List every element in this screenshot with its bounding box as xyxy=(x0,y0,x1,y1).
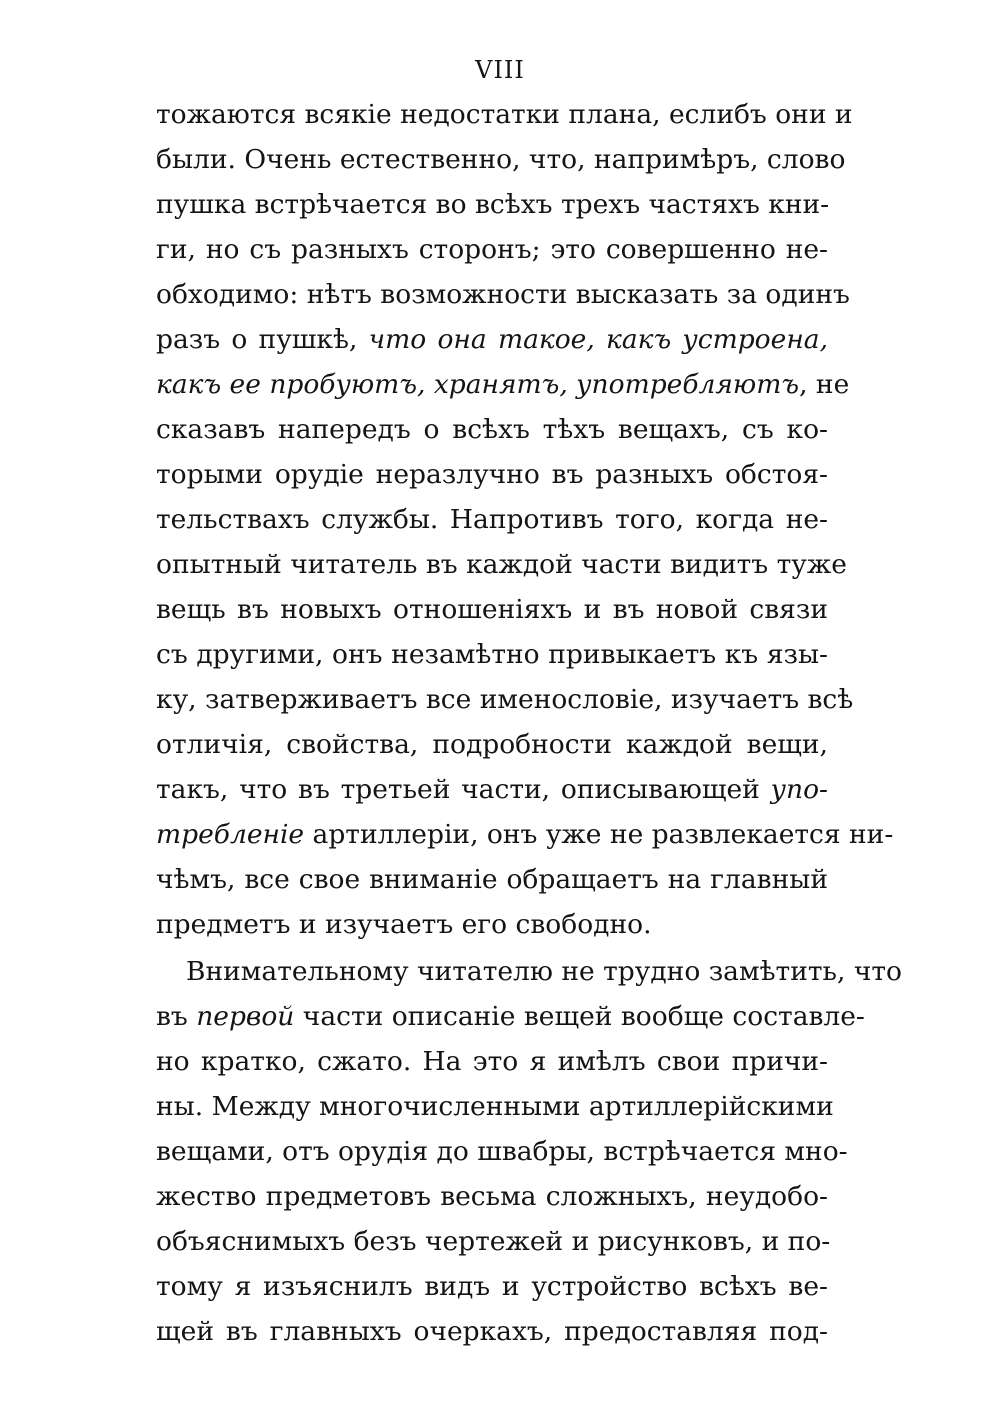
text-line: жество предметовъ весьма сложныхъ, неудобо- xyxy=(156,1181,828,1212)
text-line: пушка встрѣчается во всѣхъ трехъ частяхъ кни- xyxy=(156,189,830,220)
text-line: чѣмъ, все свое вниманіе обращаетъ на главный xyxy=(156,864,828,895)
text-line: вещь въ новыхъ отношеніяхъ и въ новой связи xyxy=(156,594,828,625)
italic-text: первой xyxy=(196,1001,295,1032)
text-line: опытный читатель въ каждой части видитъ туже xyxy=(156,549,847,580)
text-line: съ другими, онъ незамѣтно привыкаетъ къ язы- xyxy=(156,639,828,670)
text-line: ны. Между многочисленными артиллерійскими xyxy=(156,1091,834,1122)
text-line: вещами, отъ орудія до швабры, встрѣчается мно- xyxy=(156,1136,848,1167)
page-number: VIII xyxy=(475,56,525,84)
text-line: разъ о пушкѣ, что она такое, какъ устроена, xyxy=(156,324,828,355)
italic-text: упо- xyxy=(770,774,828,805)
text-line: торыми орудіе неразлучно въ разныхъ обстоя- xyxy=(156,459,828,490)
text-line: тому я изъяснилъ видъ и устройство всѣхъ ве- xyxy=(156,1271,828,1302)
italic-text: требленіе xyxy=(156,819,305,850)
text-line: отличія, свойства, подробности каждой вещи, xyxy=(156,729,828,760)
italic-text: какъ ее пробуютъ, хранятъ, употребляютъ xyxy=(156,369,800,400)
text-line: обходимо: нѣтъ возможности высказать за одинъ xyxy=(156,279,850,310)
text-line: ку, затверживаетъ все именословіе, изучаетъ всѣ xyxy=(156,684,854,715)
text-line: сказавъ напередъ о всѣхъ тѣхъ вещахъ, съ ко- xyxy=(156,414,828,445)
text-line: ги, но съ разныхъ сторонъ; это совершенно не- xyxy=(156,234,828,265)
text-line: были. Очень естественно, что, напримѣръ, слово xyxy=(156,144,846,175)
italic-text: что она такое, какъ устроена, xyxy=(368,324,828,355)
text-line: Внимательному читателю не трудно замѣтить, что xyxy=(186,956,902,987)
text-line: предметъ и изучаетъ его свободно. xyxy=(156,909,652,940)
text-line: въ первой части описаніе вещей вообще составле- xyxy=(156,1001,865,1032)
text-line: требленіе артиллеріи, онъ уже не развлекается ни- xyxy=(156,819,894,850)
text-line: такъ, что въ третьей части, описывающей упо- xyxy=(156,774,828,805)
text-line: щей въ главныхъ очеркахъ, предоставляя под- xyxy=(156,1316,828,1347)
text-line: объяснимыхъ безъ чертежей и рисунковъ, и по- xyxy=(156,1226,831,1257)
text-line: тельствахъ службы. Напротивъ того, когда не- xyxy=(156,504,828,535)
text-line: но кратко, сжато. На это я имѣлъ свои причи- xyxy=(156,1046,828,1077)
text-line: тожаются всякіе недостатки плана, еслибъ они и xyxy=(156,99,853,130)
text-line: какъ ее пробуютъ, хранятъ, употребляютъ, не xyxy=(156,369,850,400)
